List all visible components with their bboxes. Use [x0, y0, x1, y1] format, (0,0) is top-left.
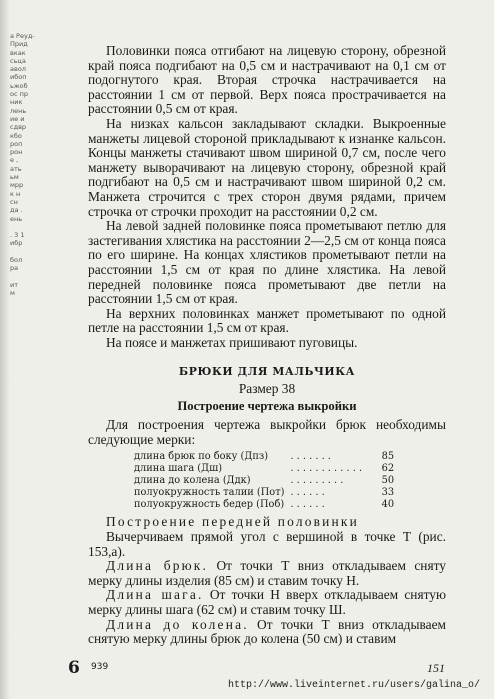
section-heading: БРЮКИ ДЛЯ МАЛЬЧИКА — [178, 365, 356, 379]
signature-number: 6 — [68, 658, 80, 678]
margin-note-line: . 3 1 — [10, 231, 25, 240]
construction-title-text: Построение передней половинки — [106, 514, 359, 530]
measurement-value: 33 — [381, 487, 395, 499]
margin-note-line: да . — [10, 206, 23, 215]
margin-note-line: сдвр — [10, 123, 27, 132]
margin-note-line: ибоп — [10, 73, 27, 82]
margin-note-line — [10, 273, 46, 281]
margin-note-line: сьца — [10, 56, 26, 65]
source-url-watermark: http://www.liveinternet.ru/users/galina_o/ — [228, 680, 481, 691]
margin-note-line: сн — [10, 197, 18, 206]
measurement-label: длина шага (Дш) — [134, 463, 223, 475]
construction-title — [88, 515, 446, 530]
margin-note-line: бол — [10, 256, 23, 265]
margin-note-line: е , — [10, 156, 19, 165]
measurement-row — [134, 475, 394, 487]
margin-note-line: кбо — [10, 131, 22, 140]
measurement-label: длина до колена (Ддк) — [134, 475, 251, 487]
margin-note-line: ибр — [10, 239, 23, 248]
margin-note-line — [10, 248, 46, 256]
margin-note-line: ник — [10, 98, 23, 107]
margin-note-line: а Реуд- — [10, 32, 35, 40]
paragraph-belt: Половинки пояса отгибают на лицевую сторону, обрезной край пояса подгибают на 0,5 см и настрачивают на 0,1 см от подогнутого края. Вторая строчка настрачивается на расстоянии 1 см от первой. Верх пояса прострачивается на расстоянии 0,5 см от края. — [88, 43, 446, 117]
margin-note-line: авол — [10, 65, 26, 74]
paragraph-inseam — [88, 588, 446, 617]
measurement-row — [134, 463, 394, 475]
adjacent-page-margin-text — [10, 32, 46, 298]
measurement-row — [134, 499, 394, 511]
measurement-dots: . . . . . . . . . — [290, 475, 344, 487]
page-body — [88, 44, 446, 647]
margin-note-line — [10, 223, 46, 231]
measurement-dots: . . . . . . — [290, 499, 325, 511]
measurement-label: полуокружность бедер (Поб) — [134, 499, 285, 511]
term-inseam: Длина шага. — [106, 587, 204, 603]
measurement-dots: . . . . . . . — [290, 451, 331, 463]
margin-note-line: рон — [10, 148, 23, 157]
measurement-label: полуокружность талии (Пот) — [134, 487, 285, 499]
size-label: Размер 38 — [238, 381, 296, 397]
margin-note-line: ьм — [10, 173, 19, 182]
margin-note-line: ос пр — [10, 90, 28, 99]
margin-note-line: ьжоб — [10, 81, 28, 90]
paragraph-right-angle: Вычерчиваем прямой угол с вершиной в точке Т (рис. 153,а). — [88, 529, 446, 559]
measurement-value: 85 — [381, 451, 395, 463]
measurement-label: длина брюк по боку (Дпз) — [134, 451, 269, 463]
paragraph-intro: Для построения чертежа выкройки брюк необходимы следующие мерки: — [88, 417, 446, 447]
term-trouser-length: Длина брюк. — [106, 558, 209, 574]
measurement-value: 40 — [381, 499, 395, 511]
measurement-dots: . . . . . . . . . . . . — [290, 463, 363, 475]
measurement-row — [134, 451, 394, 463]
margin-note-line: мрр — [10, 181, 24, 190]
term-knee-length: Длина до колена. — [106, 616, 249, 632]
print-signature: 939 — [91, 662, 109, 672]
page-footer — [0, 658, 494, 678]
margin-note-line: ра — [10, 264, 19, 273]
paragraph-buttons: На поясе и манжетах пришивают пуговицы. — [106, 334, 358, 350]
text-trouser-length: От точки Т вниз откладываем сняту мерку длины изделия (85 см) и ставим точку Н. — [88, 558, 446, 588]
margin-note-line: роп — [10, 139, 23, 148]
paragraph-upper-cuffs: На верхних половинках манжет прометывают по одной петле на расстоянии 1,5 см от края. — [88, 305, 446, 336]
measurement-row — [134, 487, 394, 499]
margin-note-line: вкак — [10, 48, 26, 57]
measurements-table — [134, 451, 394, 511]
book-spine-shadow — [0, 0, 10, 699]
paragraph-cuffs: На низках кальсон закладывают складки. Выкроенные манжеты лицевой стороной прикладывают к изнанке кальсон. Концы манжеты стачивают швом шириной 0,7 см, после чего манжету выворачивают на лицевую сторону, обрезной край подгибают на 0,5 см и настрачивают швом шириной 0,2 см. Манжета строчится с трех сторон двумя рядами, причем строчка от строчки проходит на расстоянии 0,2 см. — [88, 115, 446, 219]
margin-note-line: ень — [10, 214, 23, 223]
margin-note-line: к н — [10, 189, 21, 198]
margin-note-line: ит — [10, 280, 19, 289]
measurement-value: 50 — [381, 475, 395, 487]
page-number: 151 — [427, 661, 445, 675]
section-subheading: Построение чертежа выкройки — [177, 398, 357, 413]
margin-note-line: лень — [10, 106, 27, 115]
measurement-value: 62 — [381, 463, 395, 475]
margin-note-line: ать — [10, 164, 22, 173]
text-knee-length: От точки Т вниз откладываем снятую мерку длины брюк до колена (50 см) и ставим — [88, 616, 446, 647]
measurement-dots: . . . . . . — [290, 487, 325, 499]
paragraph-trouser-length — [88, 559, 446, 588]
paragraph-loops: На левой задней половинке пояса прометывают петлю для застегивания хлястика на расстоянии 2—2,5 см от конца пояса по его ширине. На концах хлястиков прометывают петли на расстоянии 1,5 см от края по длине хлястика. На левой передней половинке пояса прометывают две петли на расстоянии 1,5 см от края. — [88, 218, 446, 307]
paragraph-knee-length — [88, 618, 446, 647]
margin-note-line: м — [10, 289, 15, 298]
text-inseam: От точки Н вверх откладываем снятую мерку длины шага (62 см) и ставим точку Ш. — [88, 587, 446, 617]
margin-note-line: ие и — [10, 114, 25, 123]
margin-note-line: Прид — [10, 40, 28, 49]
